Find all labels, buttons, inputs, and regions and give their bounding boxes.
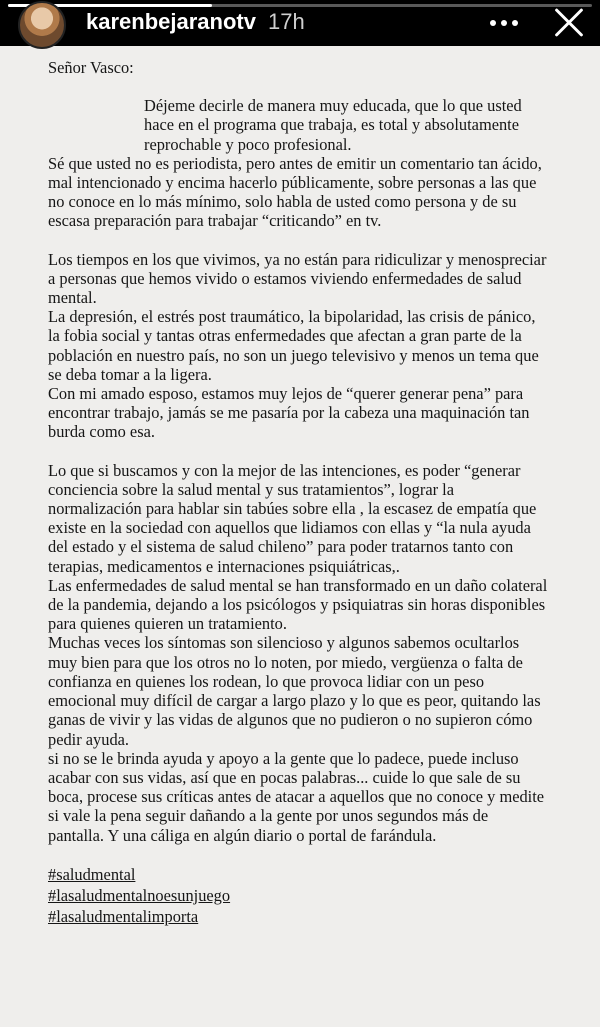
paragraph-8: Muchas veces los síntomas son silencioso y algunos sabemos ocultarlos muy bien para que los otros no lo noten, por miedo, vergüenza o falta de confianza en quienes los rodean, lo que provoca lidiar con un peso emocional muy difícil de cargar a largo plazo y lo que es peor, quitando las ganas de vivir y las vidas de algunos que no pudieron o no supieron cómo pedir ayuda. xyxy=(48,633,541,749)
avatar[interactable] xyxy=(18,1,66,49)
letter-image xyxy=(0,46,600,1027)
close-icon[interactable] xyxy=(552,6,586,40)
story-progress-bar xyxy=(8,4,592,7)
hashtag-lasaludmentalimporta[interactable]: #lasaludmentalimporta xyxy=(48,906,199,926)
hashtag-lasaludmentalnoesunjuego[interactable]: #lasaludmentalnoesunjuego xyxy=(48,885,231,905)
letter-text xyxy=(48,58,548,927)
hashtag-saludmental[interactable]: #saludmental xyxy=(48,864,136,884)
more-options-icon[interactable] xyxy=(490,18,522,28)
paragraph-6: Lo que si buscamos y con la mejor de las intenciones, es poder “generar conciencia sobre la salud mental y sus tratamientos”, lograr la normalización para hablar sin tabúes sobre ella , la escasez de empatía que existe en la sociedad con aquellos que lidiamos con ellas y “la nula ayuda del estado y el sistema de salud chileno” para poder tratarnos tanto con terapias, medicamentos e internaciones psiquiátricas,. xyxy=(48,460,537,576)
paragraph-7: Las enfermedades de salud mental se han transformado en un daño colateral de la pandemia, dejando a los psicólogos y psiquiatras sin horas disponibles para quienes quieren un tratamiento. xyxy=(48,575,548,634)
paragraph-4: La depresión, el estrés post traumático, la bipolaridad, las crisis de pánico, la fobia social y tantas otras enfermedades que afectan a gran parte de la población en nuestro país, no son un juego televisivo y menos un tema que se deba tomar a la ligera. xyxy=(48,307,539,384)
paragraph-2: Sé que usted no es periodista, pero antes de emitir un comentario tan ácido, mal intencionado y encima hacerlo públicamente, sobre personas a las que no conoce en lo más mínimo, solo habla de usted como persona y de su escasa preparación para trabajar “criticando” en tv. xyxy=(48,153,542,231)
story-header xyxy=(0,0,600,52)
hashtag-list xyxy=(48,864,548,927)
paragraph-3: Los tiempos en los que vivimos, ya no están para ridiculizar y menospreciar a personas que hemos vivido o estamos viviendo enfermedades de salud mental. xyxy=(48,249,547,308)
story-timestamp: 17h xyxy=(268,9,305,34)
paragraph-9: si no se le brinda ayuda y apoyo a la gente que lo padece, puede incluso acabar con sus vidas, así que en pocas palabras... cuide lo que sale de su boca, procese sus críticas antes de atacar a aquellos que no conoce y medite si vale la pena seguir dañando a la gente por unos segundos más de pantalla. Y una cáliga en algún diario o portal de farándula. xyxy=(48,748,545,845)
paragraph-5: Con mi amado esposo, estamos muy lejos de “querer generar pena” para encontrar trabajo, jamás se me pasaría por la cabeza una maquinación tan burda como esa. xyxy=(48,384,530,442)
username[interactable]: karenbejaranotv xyxy=(86,9,256,34)
paragraph-1: Déjeme decirle de manera muy educada, que lo que usted hace en el programa que trabaja, es total y absolutamente reprochable y poco profesional. xyxy=(144,96,522,154)
salutation: Señor Vasco: xyxy=(48,58,134,77)
